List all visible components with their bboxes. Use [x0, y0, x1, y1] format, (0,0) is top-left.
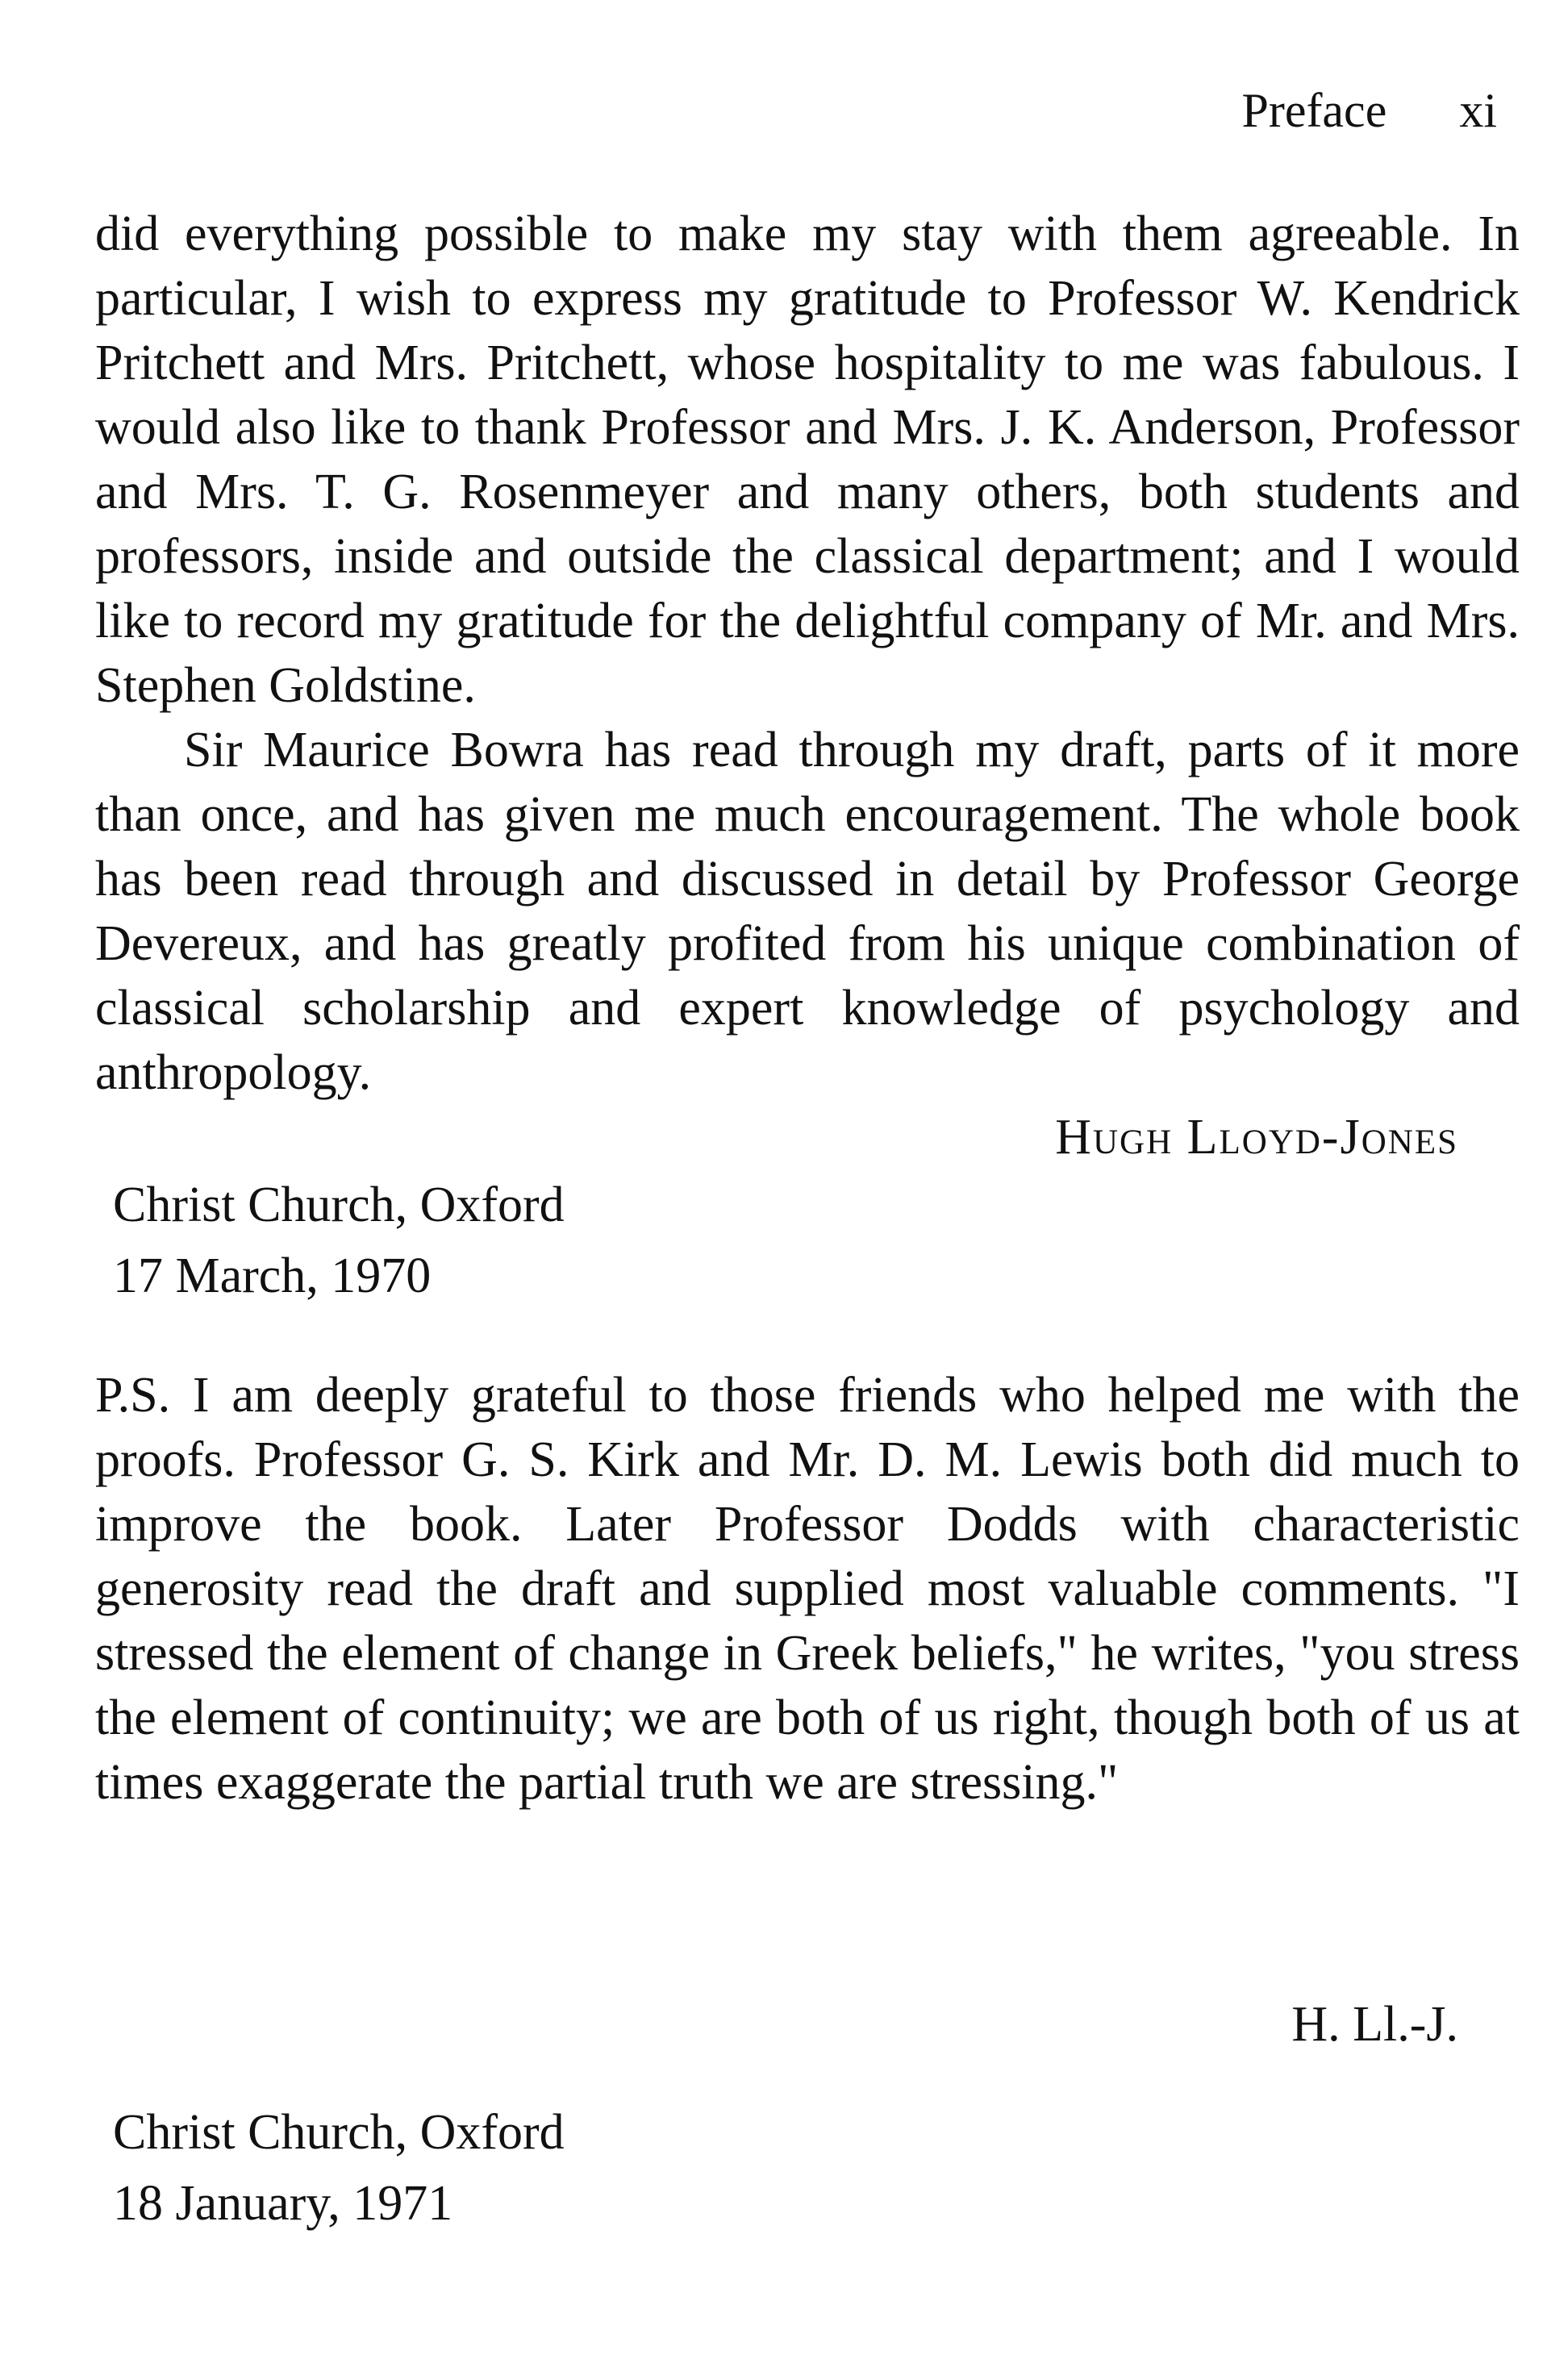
paragraph-readers: Sir Maurice Bowra has read through my draft, parts of it more than once, and has given me much encouragement. The whole book has been read through and discussed in detail by Professor George Devereux, and has greatly profited from his unique combination of classical scholarship and expert knowledge of psychology and anthropology.	[95, 723, 1520, 1100]
paragraph-acknowledgements: did everything possible to make my stay with them agreeable. In particular, I wish to express my gratitude to Professor W. Kendrick Pritchett and Mrs. Pritchett, whose hospitality to me was fabulous. I would also like to thank Professor and Mrs. J. K. Anderson, Professor and Mrs. T. G. Rosenmeyer and many others, both students and professors, inside and outside the classical department; and I would like to record my gratitude for the delightful company of Mr. and Mrs. Stephen Goldstine.	[95, 206, 1520, 713]
postscript-text	[95, 1363, 1520, 1815]
running-head	[1241, 74, 1497, 147]
paragraph-postscript: P.S. I am deeply grateful to those friends who helped me with the proofs. Professor G. S. Kirk and Mr. D. M. Lewis both did much to improve the book. Later Professor Dodds with characteristic generosity read the draft and supplied most valuable comments. "I stressed the element of change in Greek beliefs," he writes, "you stress the element of continuity; we are both of us right, though both of us at times exaggerate the partial truth we are stressing."	[95, 1368, 1520, 1810]
running-head-title: Preface	[1241, 84, 1387, 137]
author-signature: Hugh Lloyd-Jones	[1055, 1110, 1458, 1165]
page-number: xi	[1459, 84, 1497, 137]
dateline-first	[113, 1169, 565, 1311]
initials-signature: H. Ll.-J.	[1291, 1997, 1458, 2052]
dateline-date: 17 March, 1970	[113, 1248, 432, 1303]
dateline-date: 18 January, 1971	[113, 2176, 453, 2231]
dateline-second	[113, 2097, 565, 2239]
dateline-place: Christ Church, Oxford	[113, 1177, 565, 1232]
dateline-place: Christ Church, Oxford	[113, 2105, 565, 2160]
preface-text	[95, 202, 1520, 1105]
